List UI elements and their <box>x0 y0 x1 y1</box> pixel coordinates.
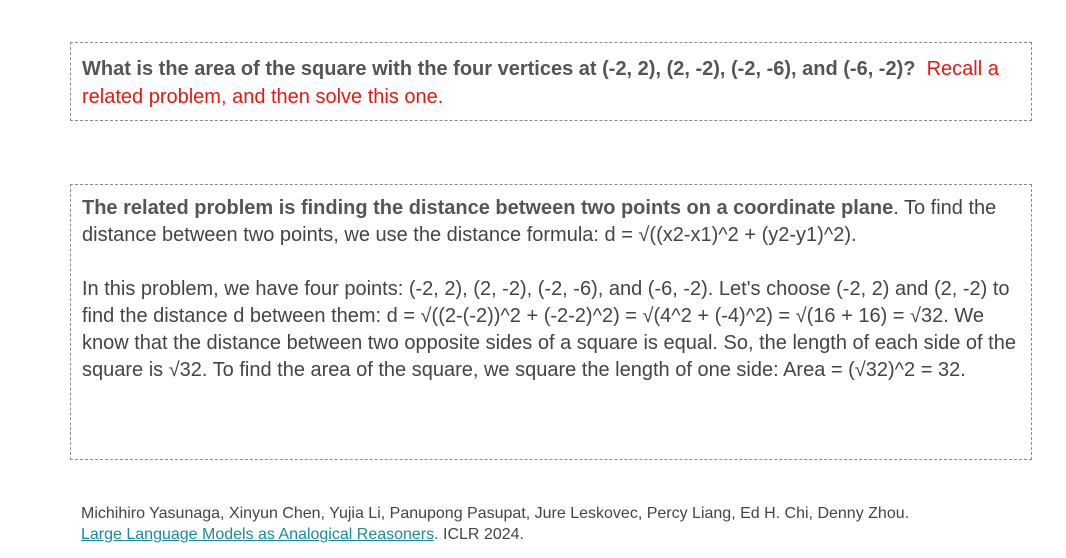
citation <box>81 503 1051 545</box>
answer-intro-rest: . To find the distance between two points, we use the distance formula: d = √((x2-x1)^2 + (y2-y1)^2). <box>82 197 997 246</box>
answer-paragraph-1 <box>82 195 1021 249</box>
paper-title-link[interactable]: Large Language Models as Analogical Reasoners <box>81 526 435 543</box>
question-statement: What is the area of the square with the four vertices at (-2, 2), (2, -2), (-2, -6), and (-6, -2)? <box>82 58 916 80</box>
citation-line-2 <box>81 524 1051 545</box>
answer-paragraph-2: In this problem, we have four points: (-2, 2), (2, -2), (-2, -6), and (-6, -2). Let's choose (-2, 2) and (2, -2) to find the distance d between them: d = √((2-(-2))^2 + (-2-2)^2) = √(4^2 + (-4)^2) = √(16 + 16) = √32. We know that the distance between two opposite sides of a square is equal. So, the length of each side of the square is √32. To find the area of the square, we square the length of one side: Area = (√32)^2 = 32. <box>82 278 1016 381</box>
answer-bold-intro: The related problem is finding the distance between two points on a coordinate plane <box>82 197 894 219</box>
answer-box <box>70 184 1032 460</box>
answer-text <box>82 195 1021 384</box>
citation-venue: . ICLR 2024. <box>434 526 524 543</box>
question-box <box>70 42 1032 121</box>
citation-authors: Michihiro Yasunaga, Xinyun Chen, Yujia Li, Panupong Pasupat, Jure Leskovec, Percy Liang, Ed H. Chi, Denny Zhou. <box>81 505 910 522</box>
question-instruction: Recall a related problem, and then solve this one. <box>82 58 999 108</box>
question-text <box>82 55 1011 111</box>
